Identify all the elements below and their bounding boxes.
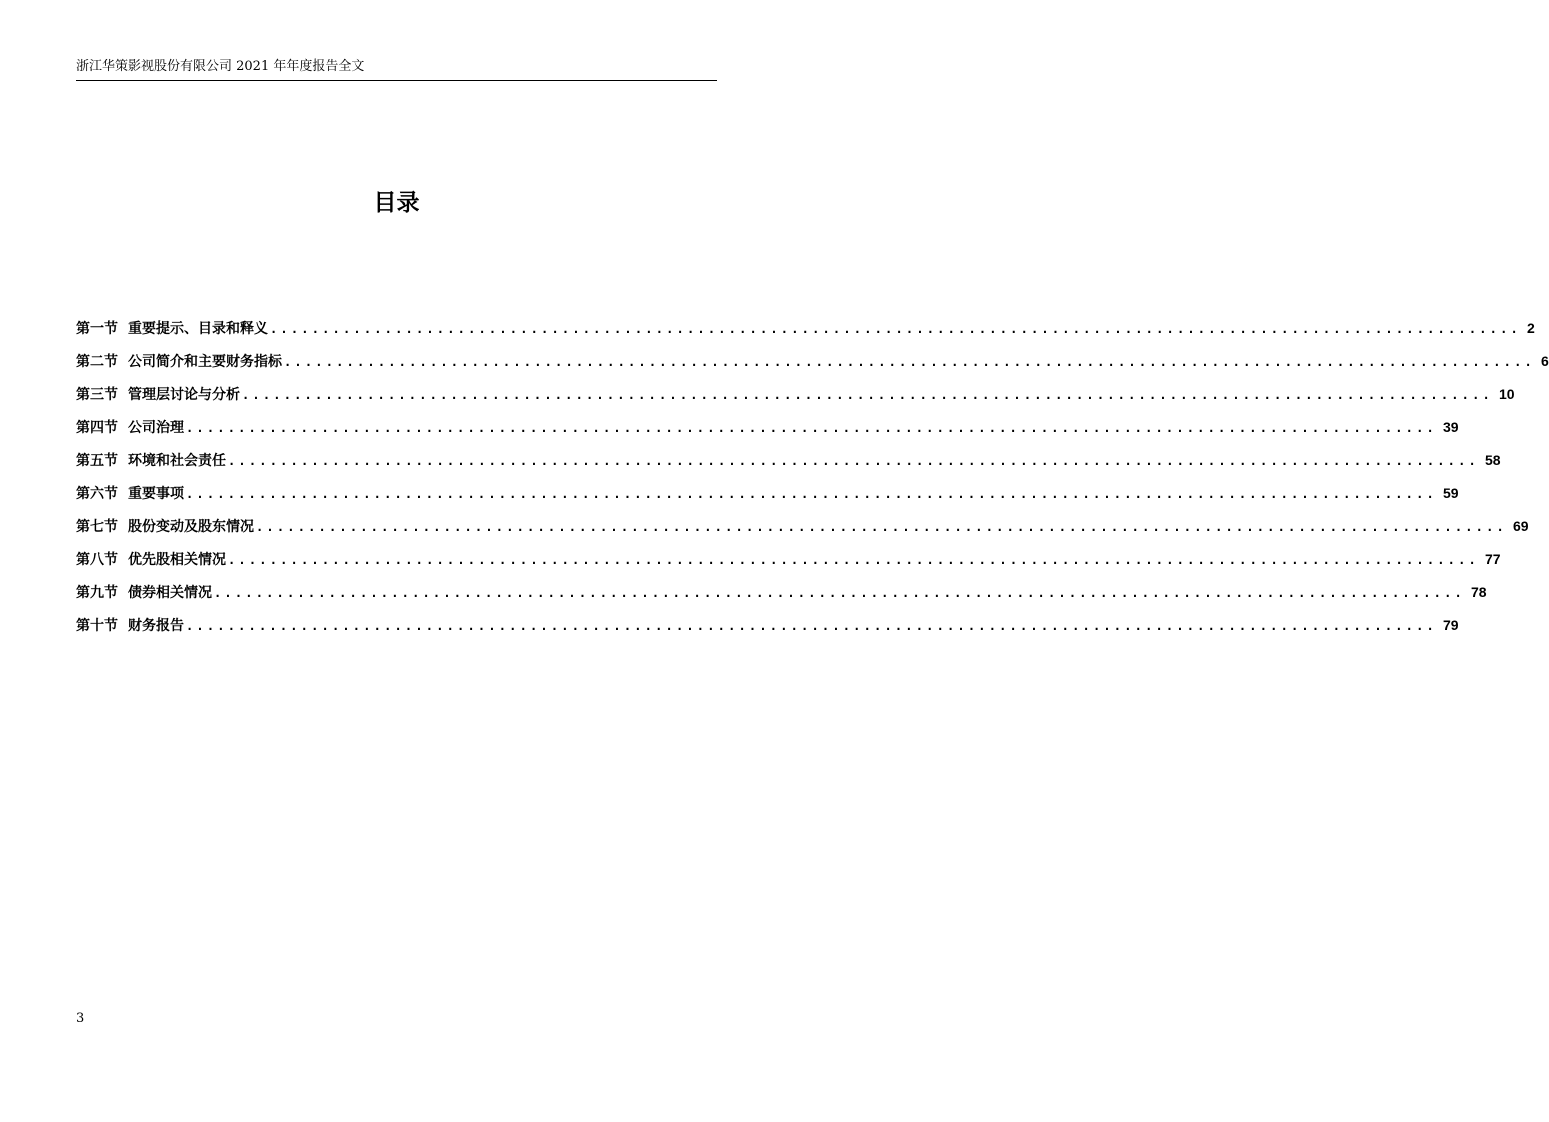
toc-page-number: 39 <box>1442 419 1459 435</box>
toc-dot-leader: ........................................................................................................................ <box>228 553 1479 567</box>
toc-section-title: 环境和社会责任 <box>128 453 226 469</box>
page-number: 3 <box>76 1011 85 1026</box>
toc-section-title: 股份变动及股东情况 <box>128 519 254 535</box>
toc-section-title: 重要事项 <box>128 486 184 502</box>
toc-section-number: 第八节 <box>76 552 118 568</box>
toc-dot-leader: ........................................................................................................................ <box>186 421 1437 435</box>
toc-dot-leader: ........................................................................................................................ <box>270 322 1521 336</box>
toc-page-number: 79 <box>1442 617 1459 633</box>
toc-section-title: 优先股相关情况 <box>128 552 226 568</box>
toc-dot-leader: ........................................................................................................................ <box>284 355 1535 369</box>
toc-entry-4[interactable] <box>76 415 1459 448</box>
toc-section-number: 第四节 <box>76 420 118 436</box>
toc-page-number: 77 <box>1484 551 1501 567</box>
toc-dot-leader: ........................................................................................................................ <box>214 586 1465 600</box>
header-divider <box>76 80 717 81</box>
toc-page-number: 69 <box>1512 518 1529 534</box>
toc-section-number: 第三节 <box>76 387 118 403</box>
toc-section-title: 重要提示、目录和释义 <box>128 321 268 337</box>
toc-page-number: 59 <box>1442 485 1459 501</box>
toc-entry-3[interactable] <box>76 382 1515 415</box>
toc-dot-leader: ........................................................................................................................ <box>186 487 1437 501</box>
toc-section-number: 第一节 <box>76 321 118 337</box>
toc-section-number: 第二节 <box>76 354 118 370</box>
document-header: 浙江华策影视股份有限公司 2021 年年度报告全文 <box>76 59 365 74</box>
toc-entry-6[interactable] <box>76 481 1459 514</box>
toc-section-title: 债券相关情况 <box>128 585 212 601</box>
toc-page-number: 78 <box>1470 584 1487 600</box>
toc-entry-7[interactable] <box>76 514 1529 547</box>
toc-dot-leader: ........................................................................................................................ <box>186 619 1437 633</box>
toc-section-title: 财务报告 <box>128 618 184 634</box>
toc-entry-2[interactable] <box>76 349 1549 382</box>
toc-section-number: 第九节 <box>76 585 118 601</box>
toc-section-number: 第六节 <box>76 486 118 502</box>
toc-section-title: 公司简介和主要财务指标 <box>128 354 282 370</box>
table-of-contents <box>76 316 1549 646</box>
toc-entry-10[interactable] <box>76 613 1459 646</box>
toc-entry-1[interactable] <box>76 316 1535 349</box>
toc-section-number: 第十节 <box>76 618 118 634</box>
toc-entry-9[interactable] <box>76 580 1487 613</box>
toc-section-number: 第五节 <box>76 453 118 469</box>
toc-entry-8[interactable] <box>76 547 1501 580</box>
toc-section-title: 公司治理 <box>128 420 184 436</box>
toc-page-number: 6 <box>1540 353 1549 369</box>
toc-section-number: 第七节 <box>76 519 118 535</box>
page-title: 目录 <box>373 190 420 216</box>
toc-section-title: 管理层讨论与分析 <box>128 387 240 403</box>
toc-dot-leader: ........................................................................................................................ <box>242 388 1493 402</box>
toc-page-number: 2 <box>1526 320 1535 336</box>
toc-page-number: 10 <box>1498 386 1515 402</box>
toc-dot-leader: ........................................................................................................................ <box>228 454 1479 468</box>
toc-page-number: 58 <box>1484 452 1501 468</box>
toc-dot-leader: ........................................................................................................................ <box>256 520 1507 534</box>
toc-entry-5[interactable] <box>76 448 1501 481</box>
